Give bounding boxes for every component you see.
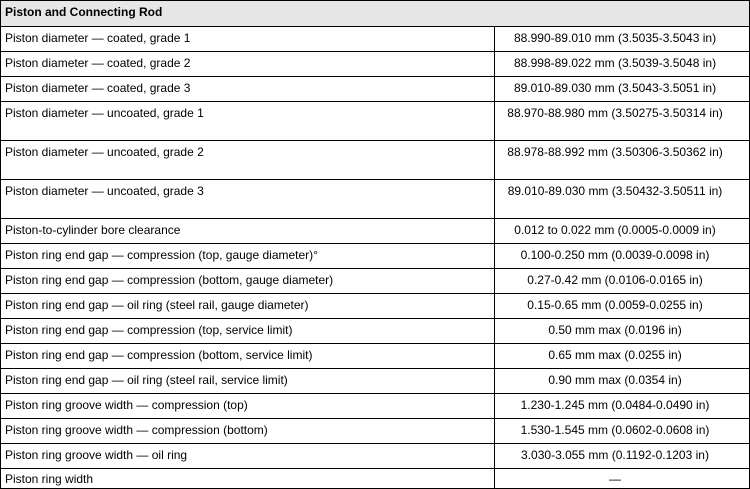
spec-label: Piston-to-cylinder bore clearance (1, 219, 495, 244)
spec-value: 1.230-1.245 mm (0.0484-0.0490 in) (495, 394, 750, 419)
spec-label: Piston ring groove width — compression (top) (1, 394, 495, 419)
table-row (1, 419, 750, 444)
table-row (1, 102, 750, 141)
table-row (1, 444, 750, 469)
table-row (1, 77, 750, 102)
spec-value: — (495, 469, 750, 489)
spec-label: Piston diameter — uncoated, grade 3 (1, 180, 495, 219)
table-row (1, 394, 750, 419)
table-row (1, 269, 750, 294)
spec-value: 0.90 mm max (0.0354 in) (495, 369, 750, 394)
spec-value: 88.998-89.022 mm (3.5039-3.5048 in) (495, 52, 750, 77)
spec-label: Piston ring end gap — compression (bottom, service limit) (1, 344, 495, 369)
table-row (1, 180, 750, 219)
table-row (1, 219, 750, 244)
spec-value: 1.530-1.545 mm (0.0602-0.0608 in) (495, 419, 750, 444)
spec-value: 88.978-88.992 mm (3.50306-3.50362 in) (495, 141, 750, 180)
spec-value: 0.50 mm max (0.0196 in) (495, 319, 750, 344)
spec-label: Piston diameter — coated, grade 1 (1, 27, 495, 52)
table-title: Piston and Connecting Rod (1, 1, 750, 27)
spec-value: 0.100-0.250 mm (0.0039-0.0098 in) (495, 244, 750, 269)
spec-value: 3.030-3.055 mm (0.1192-0.1203 in) (495, 444, 750, 469)
spec-label: Piston diameter — uncoated, grade 1 (1, 102, 495, 141)
table-row (1, 469, 750, 489)
table-row (1, 344, 750, 369)
table-row (1, 294, 750, 319)
table-header-row (1, 1, 750, 27)
spec-value: 89.010-89.030 mm (3.5043-3.5051 in) (495, 77, 750, 102)
table-row (1, 369, 750, 394)
spec-label: Piston ring groove width — oil ring (1, 444, 495, 469)
spec-label: Piston diameter — uncoated, grade 2 (1, 141, 495, 180)
spec-label: Piston ring groove width — compression (bottom) (1, 419, 495, 444)
spec-value: 0.27-0.42 mm (0.0106-0.0165 in) (495, 269, 750, 294)
table-row (1, 244, 750, 269)
spec-value: 88.970-88.980 mm (3.50275-3.50314 in) (495, 102, 750, 141)
spec-label: Piston ring width (1, 469, 495, 489)
spec-value: 0.012 to 0.022 mm (0.0005-0.0009 in) (495, 219, 750, 244)
table-row (1, 319, 750, 344)
table-row (1, 52, 750, 77)
table-row (1, 141, 750, 180)
spec-value: 0.15-0.65 mm (0.0059-0.0255 in) (495, 294, 750, 319)
spec-label: Piston ring end gap — compression (top, gauge diameter)° (1, 244, 495, 269)
spec-label: Piston ring end gap — compression (top, service limit) (1, 319, 495, 344)
spec-value: 88.990-89.010 mm (3.5035-3.5043 in) (495, 27, 750, 52)
spec-label: Piston ring end gap — compression (bottom, gauge diameter) (1, 269, 495, 294)
spec-label: Piston diameter — coated, grade 3 (1, 77, 495, 102)
spec-value: 89.010-89.030 mm (3.50432-3.50511 in) (495, 180, 750, 219)
spec-label: Piston diameter — coated, grade 2 (1, 52, 495, 77)
table-row (1, 27, 750, 52)
spec-label: Piston ring end gap — oil ring (steel rail, service limit) (1, 369, 495, 394)
spec-value: 0.65 mm max (0.0255 in) (495, 344, 750, 369)
spec-label: Piston ring end gap — oil ring (steel rail, gauge diameter) (1, 294, 495, 319)
